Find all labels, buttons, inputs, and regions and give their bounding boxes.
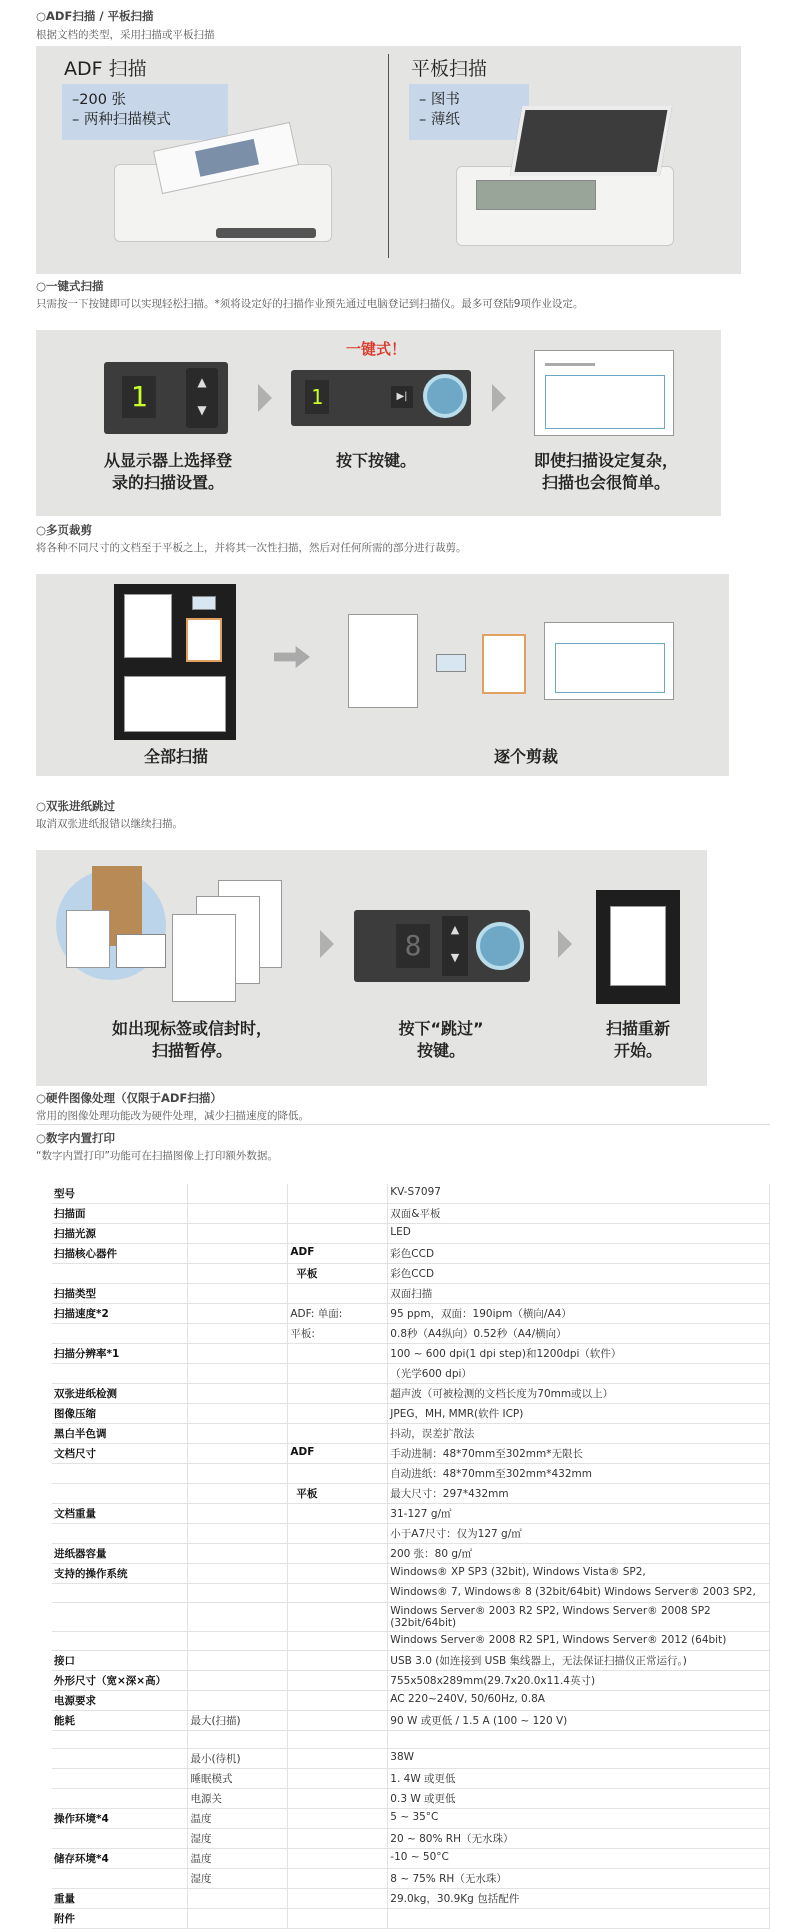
spec-subkey-a <box>188 1324 288 1344</box>
spec-value: 8 ~ 75% RH（无水珠） <box>388 1869 770 1889</box>
table-row <box>52 1584 770 1603</box>
spec-subkey-a <box>188 1484 288 1504</box>
spec-key: 操作环境*4 <box>52 1809 188 1829</box>
spec-subkey-b <box>288 1650 388 1670</box>
cropped-card-icon <box>436 654 466 672</box>
spec-subkey-b <box>288 1204 388 1224</box>
spec-subkey-a <box>188 1384 288 1404</box>
spec-subkey-b <box>288 1749 388 1769</box>
table-row <box>52 1284 770 1304</box>
spec-value: 0.3 W 或更低 <box>388 1789 770 1809</box>
spec-value: （光学600 dpi） <box>388 1364 770 1384</box>
spec-subkey-b <box>288 1670 388 1690</box>
spec-subkey-a <box>188 1690 288 1710</box>
spec-key: 能耗 <box>52 1710 188 1730</box>
spec-subkey-b: 平板 <box>288 1264 388 1284</box>
spec-key <box>52 1730 188 1749</box>
table-row <box>52 1564 770 1584</box>
flatbed-bubble <box>409 84 529 140</box>
updown-buttons: ▲ ▼ <box>442 916 468 976</box>
spec-key: 进纸器容量 <box>52 1544 188 1564</box>
spec-value: 手动进制：48*70mm至302mm*无限长 <box>388 1444 770 1464</box>
table-row <box>52 1364 770 1384</box>
spec-subkey-b: ADF <box>288 1444 388 1464</box>
adf-point-1: –200 张 <box>72 92 127 108</box>
onekey-caption-1: 从显示器上选择登 录的扫描设置。 <box>103 451 232 492</box>
crop-caption-1: 全部扫描 <box>143 747 208 766</box>
spec-subkey-a <box>188 1909 288 1929</box>
table-row <box>52 1809 770 1829</box>
spec-subkey-a <box>188 1602 288 1631</box>
full-scan-area <box>114 584 236 740</box>
adf-title: ADF 扫描 <box>64 58 147 80</box>
spec-value: 5 ~ 35°C <box>388 1809 770 1829</box>
adf-paper-image <box>195 139 259 177</box>
spec-key <box>52 1524 188 1544</box>
spec-key: 扫描面 <box>52 1204 188 1224</box>
spec-subkey-b <box>288 1909 388 1929</box>
envelope-icon <box>116 934 166 968</box>
flatbed-book <box>476 180 596 210</box>
spec-subkey-b <box>288 1544 388 1564</box>
spec-subkey-a <box>188 1564 288 1584</box>
table-row <box>52 1829 770 1849</box>
spec-value: 彩色CCD <box>388 1264 770 1284</box>
table-row <box>52 1602 770 1631</box>
spec-subkey-b <box>288 1504 388 1524</box>
adf-section-desc: 根据文档的类型，采用扫描或平板扫描 <box>36 29 215 41</box>
spec-value: AC 220~240V, 50/60Hz, 0.8A <box>388 1690 770 1710</box>
spec-subkey-a <box>188 1284 288 1304</box>
spec-subkey-a <box>188 1224 288 1244</box>
cropped-receipt-icon <box>482 634 526 694</box>
skip-section-title: ○双张进纸跳过 <box>36 799 116 813</box>
spec-value: 1. 4W 或更低 <box>388 1769 770 1789</box>
onekey-section-desc: 只需按一下按键即可以实现轻松扫描。*须将设定好的扫描作业预先通过电脑登记到扫描仪。最多可登陆9项作业设定。 <box>36 298 584 310</box>
table-row <box>52 1544 770 1564</box>
spec-subkey-a: 睡眠模式 <box>188 1769 288 1789</box>
table-row <box>52 1749 770 1769</box>
flatbed-title: 平板扫描 <box>411 58 488 80</box>
table-row <box>52 1849 770 1869</box>
spec-value: JPEG，MH, MMR(软件 ICP) <box>388 1404 770 1424</box>
spec-subkey-a <box>188 1204 288 1224</box>
table-row <box>52 1524 770 1544</box>
spec-value: 29.0kg，30.9Kg 包括配件 <box>388 1889 770 1909</box>
skip-button-icon <box>476 922 524 970</box>
onekey-caption-2: 按下按键。 <box>335 451 416 470</box>
spec-subkey-b <box>288 1284 388 1304</box>
spec-subkey-a <box>188 1304 288 1324</box>
spec-key <box>52 1829 188 1849</box>
spec-subkey-b <box>288 1690 388 1710</box>
doc-stack-3 <box>172 914 236 1002</box>
spec-subkey-a <box>188 1650 288 1670</box>
spec-subkey-a <box>188 1404 288 1424</box>
arrow-right-icon <box>320 930 334 958</box>
spec-key <box>52 1264 188 1284</box>
spec-key <box>52 1769 188 1789</box>
spec-value: 抖动，误差扩散法 <box>388 1424 770 1444</box>
spec-key <box>52 1749 188 1769</box>
skip-caption-1: 如出现标签或信封时， 扫描暂停。 <box>111 1019 272 1060</box>
spec-key <box>52 1602 188 1631</box>
table-row <box>52 1264 770 1284</box>
spec-value: 20 ~ 80% RH（无水珠） <box>388 1829 770 1849</box>
spec-value <box>388 1909 770 1929</box>
spec-subkey-a <box>188 1524 288 1544</box>
spec-key <box>52 1364 188 1384</box>
spec-subkey-a <box>188 1730 288 1749</box>
result-document-icon <box>534 350 674 436</box>
spec-key <box>52 1464 188 1484</box>
spec-subkey-a: 温度 <box>188 1809 288 1829</box>
spec-value: 755x508x289mm(29.7x20.0x11.4英寸) <box>388 1670 770 1690</box>
restart-frame <box>596 890 680 1004</box>
spec-subkey-b <box>288 1404 388 1424</box>
spec-key: 文档重量 <box>52 1504 188 1524</box>
cropped-form-icon <box>544 622 674 700</box>
spec-subkey-b <box>288 1224 388 1244</box>
arrow-right-icon <box>258 384 272 412</box>
spec-key: 储存环境*4 <box>52 1849 188 1869</box>
onekey-panel <box>36 330 721 516</box>
table-row <box>52 1184 770 1204</box>
spec-key: 图像压缩 <box>52 1404 188 1424</box>
flatbed-lid <box>510 106 672 176</box>
divider <box>388 54 389 258</box>
table-row <box>52 1504 770 1524</box>
spec-subkey-a: 电源关 <box>188 1789 288 1809</box>
spec-subkey-a <box>188 1670 288 1690</box>
spec-key: 型号 <box>52 1184 188 1204</box>
spec-subkey-b <box>288 1184 388 1204</box>
spec-key: 黑白半色调 <box>52 1424 188 1444</box>
spec-value: Windows® XP SP3 (32bit), Windows Vista® SP2, <box>388 1564 770 1584</box>
spec-subkey-b <box>288 1869 388 1889</box>
spec-value: Windows® 7, Windows® 8 (32bit/64bit) Windows Server® 2003 SP2, <box>388 1584 770 1603</box>
spec-value: 小于A7尺寸：仅为127 g/㎡ <box>388 1524 770 1544</box>
table-row <box>52 1464 770 1484</box>
skip-icon: ▶| <box>391 386 413 408</box>
display-panel <box>104 362 228 434</box>
table-row <box>52 1909 770 1929</box>
spec-subkey-a: 湿度 <box>188 1829 288 1849</box>
cropped-doc-icon <box>348 614 418 708</box>
crop-section-title: ○多页裁剪 <box>36 523 93 537</box>
card-icon <box>192 596 216 610</box>
spec-key: 支持的操作系统 <box>52 1564 188 1584</box>
hw-section-desc: 常用的图像处理功能改为硬件处理，减少扫描速度的降低。 <box>36 1110 309 1122</box>
table-row <box>52 1404 770 1424</box>
spec-subkey-a <box>188 1344 288 1364</box>
spec-subkey-a <box>188 1364 288 1384</box>
crop-section-desc: 将各种不同尺寸的文档至于平板之上，并将其一次性扫描，然后对任何所需的部分进行裁剪。 <box>36 542 467 554</box>
spec-key <box>52 1584 188 1603</box>
spec-value: 双面扫描 <box>388 1284 770 1304</box>
spec-value: -10 ~ 50°C <box>388 1849 770 1869</box>
spec-subkey-b <box>288 1424 388 1444</box>
skip-caption-3: 扫描重新 开始。 <box>605 1019 670 1060</box>
spec-subkey-b <box>288 1464 388 1484</box>
table-row <box>52 1730 770 1749</box>
spec-subkey-b <box>288 1889 388 1909</box>
spec-value: Windows Server® 2003 R2 SP2, Windows Server® 2008 SP2 (32bit/64bit) <box>388 1602 770 1631</box>
table-row <box>52 1631 770 1650</box>
spec-subkey-b <box>288 1384 388 1404</box>
restart-doc-icon <box>610 906 666 986</box>
spec-subkey-a <box>188 1424 288 1444</box>
arrow-right-icon <box>492 384 506 412</box>
spec-table <box>52 1184 770 1929</box>
spec-subkey-a <box>188 1464 288 1484</box>
spec-key: 接口 <box>52 1650 188 1670</box>
spec-value: KV-S7097 <box>388 1184 770 1204</box>
spec-subkey-a <box>188 1544 288 1564</box>
spec-value: 彩色CCD <box>388 1244 770 1264</box>
spec-subkey-b <box>288 1344 388 1364</box>
skip-section-desc: 取消双张进纸报错以继续扫描。 <box>36 818 183 830</box>
spec-subkey-b <box>288 1710 388 1730</box>
onekey-caption-3: 即使扫描设定复杂， 扫描也会很简单。 <box>533 451 678 492</box>
skip-caption-2: 按下“跳过” 按键。 <box>398 1019 484 1060</box>
spec-key <box>52 1869 188 1889</box>
spec-value: 95 ppm，双面：190ipm（横向/A4） <box>388 1304 770 1324</box>
table-row <box>52 1670 770 1690</box>
table-row <box>52 1324 770 1344</box>
table-row <box>52 1710 770 1730</box>
spec-subkey-b <box>288 1631 388 1650</box>
spec-value: Windows Server® 2008 R2 SP1, Windows Server® 2012 (64bit) <box>388 1631 770 1650</box>
spec-key: 外形尺寸（宽×深×高） <box>52 1670 188 1690</box>
big-arrow-icon <box>274 646 310 668</box>
start-button-icon <box>423 374 467 418</box>
spec-subkey-a <box>188 1244 288 1264</box>
spec-subkey-b <box>288 1364 388 1384</box>
spec-subkey-a <box>188 1631 288 1650</box>
table-row <box>52 1224 770 1244</box>
spec-value: USB 3.0 (如连接到 USB 集线器上，无法保证扫描仪正常运行。) <box>388 1650 770 1670</box>
print-section-title: ○数字内置打印 <box>36 1131 116 1145</box>
display-panel-button <box>291 370 471 426</box>
spec-subkey-b <box>288 1602 388 1631</box>
table-row <box>52 1484 770 1504</box>
table-row <box>52 1384 770 1404</box>
spec-subkey-b <box>288 1564 388 1584</box>
spec-value <box>388 1730 770 1749</box>
spec-value: 100 ~ 600 dpi(1 dpi step)和1200dpi（软件） <box>388 1344 770 1364</box>
skip-panel <box>36 850 707 1086</box>
divider <box>36 1124 770 1125</box>
spec-value: 双面&平板 <box>388 1204 770 1224</box>
spec-subkey-a: 最小(待机) <box>188 1749 288 1769</box>
table-row <box>52 1769 770 1789</box>
table-row <box>52 1789 770 1809</box>
print-section-desc: “数字内置打印”功能可在扫描图像上打印额外数据。 <box>36 1150 278 1162</box>
table-row <box>52 1244 770 1264</box>
table-row <box>52 1690 770 1710</box>
spec-key: 扫描类型 <box>52 1284 188 1304</box>
spec-subkey-a <box>188 1264 288 1284</box>
table-row <box>52 1650 770 1670</box>
table-row <box>52 1204 770 1224</box>
spec-key <box>52 1484 188 1504</box>
spec-subkey-b <box>288 1849 388 1869</box>
spec-subkey-a: 湿度 <box>188 1869 288 1889</box>
spec-subkey-b <box>288 1789 388 1809</box>
crop-caption-2: 逐个剪裁 <box>493 747 558 766</box>
spec-key: 扫描光源 <box>52 1224 188 1244</box>
spec-subkey-a: 最大(扫描) <box>188 1710 288 1730</box>
spec-key: 扫描速度*2 <box>52 1304 188 1324</box>
onekey-highlight: 一键式！ <box>346 340 407 358</box>
spec-subkey-b: ADF <box>288 1244 388 1264</box>
spec-key <box>52 1789 188 1809</box>
table-row <box>52 1869 770 1889</box>
spec-value: 200 张：80 g/㎡ <box>388 1544 770 1564</box>
spec-value: 31-127 g/㎡ <box>388 1504 770 1524</box>
display-digit: 1 <box>122 376 156 418</box>
skip-display-panel <box>354 910 530 982</box>
onekey-section-title: ○一键式扫描 <box>36 279 104 293</box>
spec-value: 超声波（可被检测的文档长度为70mm或以上） <box>388 1384 770 1404</box>
table-row <box>52 1344 770 1364</box>
crop-panel <box>36 574 729 776</box>
adf-bubble <box>62 84 228 140</box>
spec-subkey-b: 平板: <box>288 1324 388 1344</box>
spec-key: 文档尺寸 <box>52 1444 188 1464</box>
small-doc-icon <box>124 594 172 658</box>
table-row <box>52 1889 770 1909</box>
spec-subkey-a <box>188 1504 288 1524</box>
adf-point-2: – 两种扫描模式 <box>72 112 171 128</box>
flatbed-point-2: – 薄纸 <box>419 112 460 128</box>
skip-display-digit: 8 <box>396 924 430 968</box>
spec-key: 扫描分辨率*1 <box>52 1344 188 1364</box>
receipt-icon <box>186 618 222 662</box>
table-row <box>52 1444 770 1464</box>
spec-value: 90 W 或更低 / 1.5 A (100 ~ 120 V) <box>388 1710 770 1730</box>
label-doc-icon <box>66 910 110 968</box>
spec-value: 38W <box>388 1749 770 1769</box>
spec-value: 自动进纸：48*70mm至302mm*432mm <box>388 1464 770 1484</box>
updown-buttons: ▲ ▼ <box>186 368 218 428</box>
spec-subkey-a <box>188 1584 288 1603</box>
adf-section-title: ○ADF扫描 / 平板扫描 <box>36 9 154 23</box>
adf-flatbed-panel <box>36 46 741 274</box>
form-grid-icon <box>545 375 665 429</box>
adf-control-strip <box>216 228 316 238</box>
spec-subkey-a <box>188 1184 288 1204</box>
hw-section-title: ○硬件图像处理（仅限于ADF扫描） <box>36 1091 222 1105</box>
table-row <box>52 1424 770 1444</box>
spec-key <box>52 1324 188 1344</box>
spec-subkey-b <box>288 1809 388 1829</box>
spec-subkey-b: 平板 <box>288 1484 388 1504</box>
spec-subkey-b <box>288 1524 388 1544</box>
arrow-right-icon <box>558 930 572 958</box>
spec-key: 附件 <box>52 1909 188 1929</box>
spec-subkey-b <box>288 1584 388 1603</box>
spec-key: 重量 <box>52 1889 188 1909</box>
spec-subkey-b <box>288 1769 388 1789</box>
flatbed-point-1: – 图书 <box>419 92 460 108</box>
spec-value: 0.8秒（A4纵向）0.52秒（A4/横向） <box>388 1324 770 1344</box>
spec-subkey-b <box>288 1829 388 1849</box>
spec-value: 最大尺寸：297*432mm <box>388 1484 770 1504</box>
spec-subkey-a <box>188 1889 288 1909</box>
spec-key <box>52 1631 188 1650</box>
spec-subkey-a: 温度 <box>188 1849 288 1869</box>
spec-key: 电源要求 <box>52 1690 188 1710</box>
form-doc-icon <box>124 676 226 732</box>
spec-subkey-b <box>288 1730 388 1749</box>
table-row <box>52 1304 770 1324</box>
spec-key: 双张进纸检测 <box>52 1384 188 1404</box>
display-digit-2: 1 <box>305 380 329 414</box>
spec-subkey-a <box>188 1444 288 1464</box>
spec-key: 扫描核心器件 <box>52 1244 188 1264</box>
spec-value: LED <box>388 1224 770 1244</box>
spec-subkey-b: ADF: 单面: <box>288 1304 388 1324</box>
